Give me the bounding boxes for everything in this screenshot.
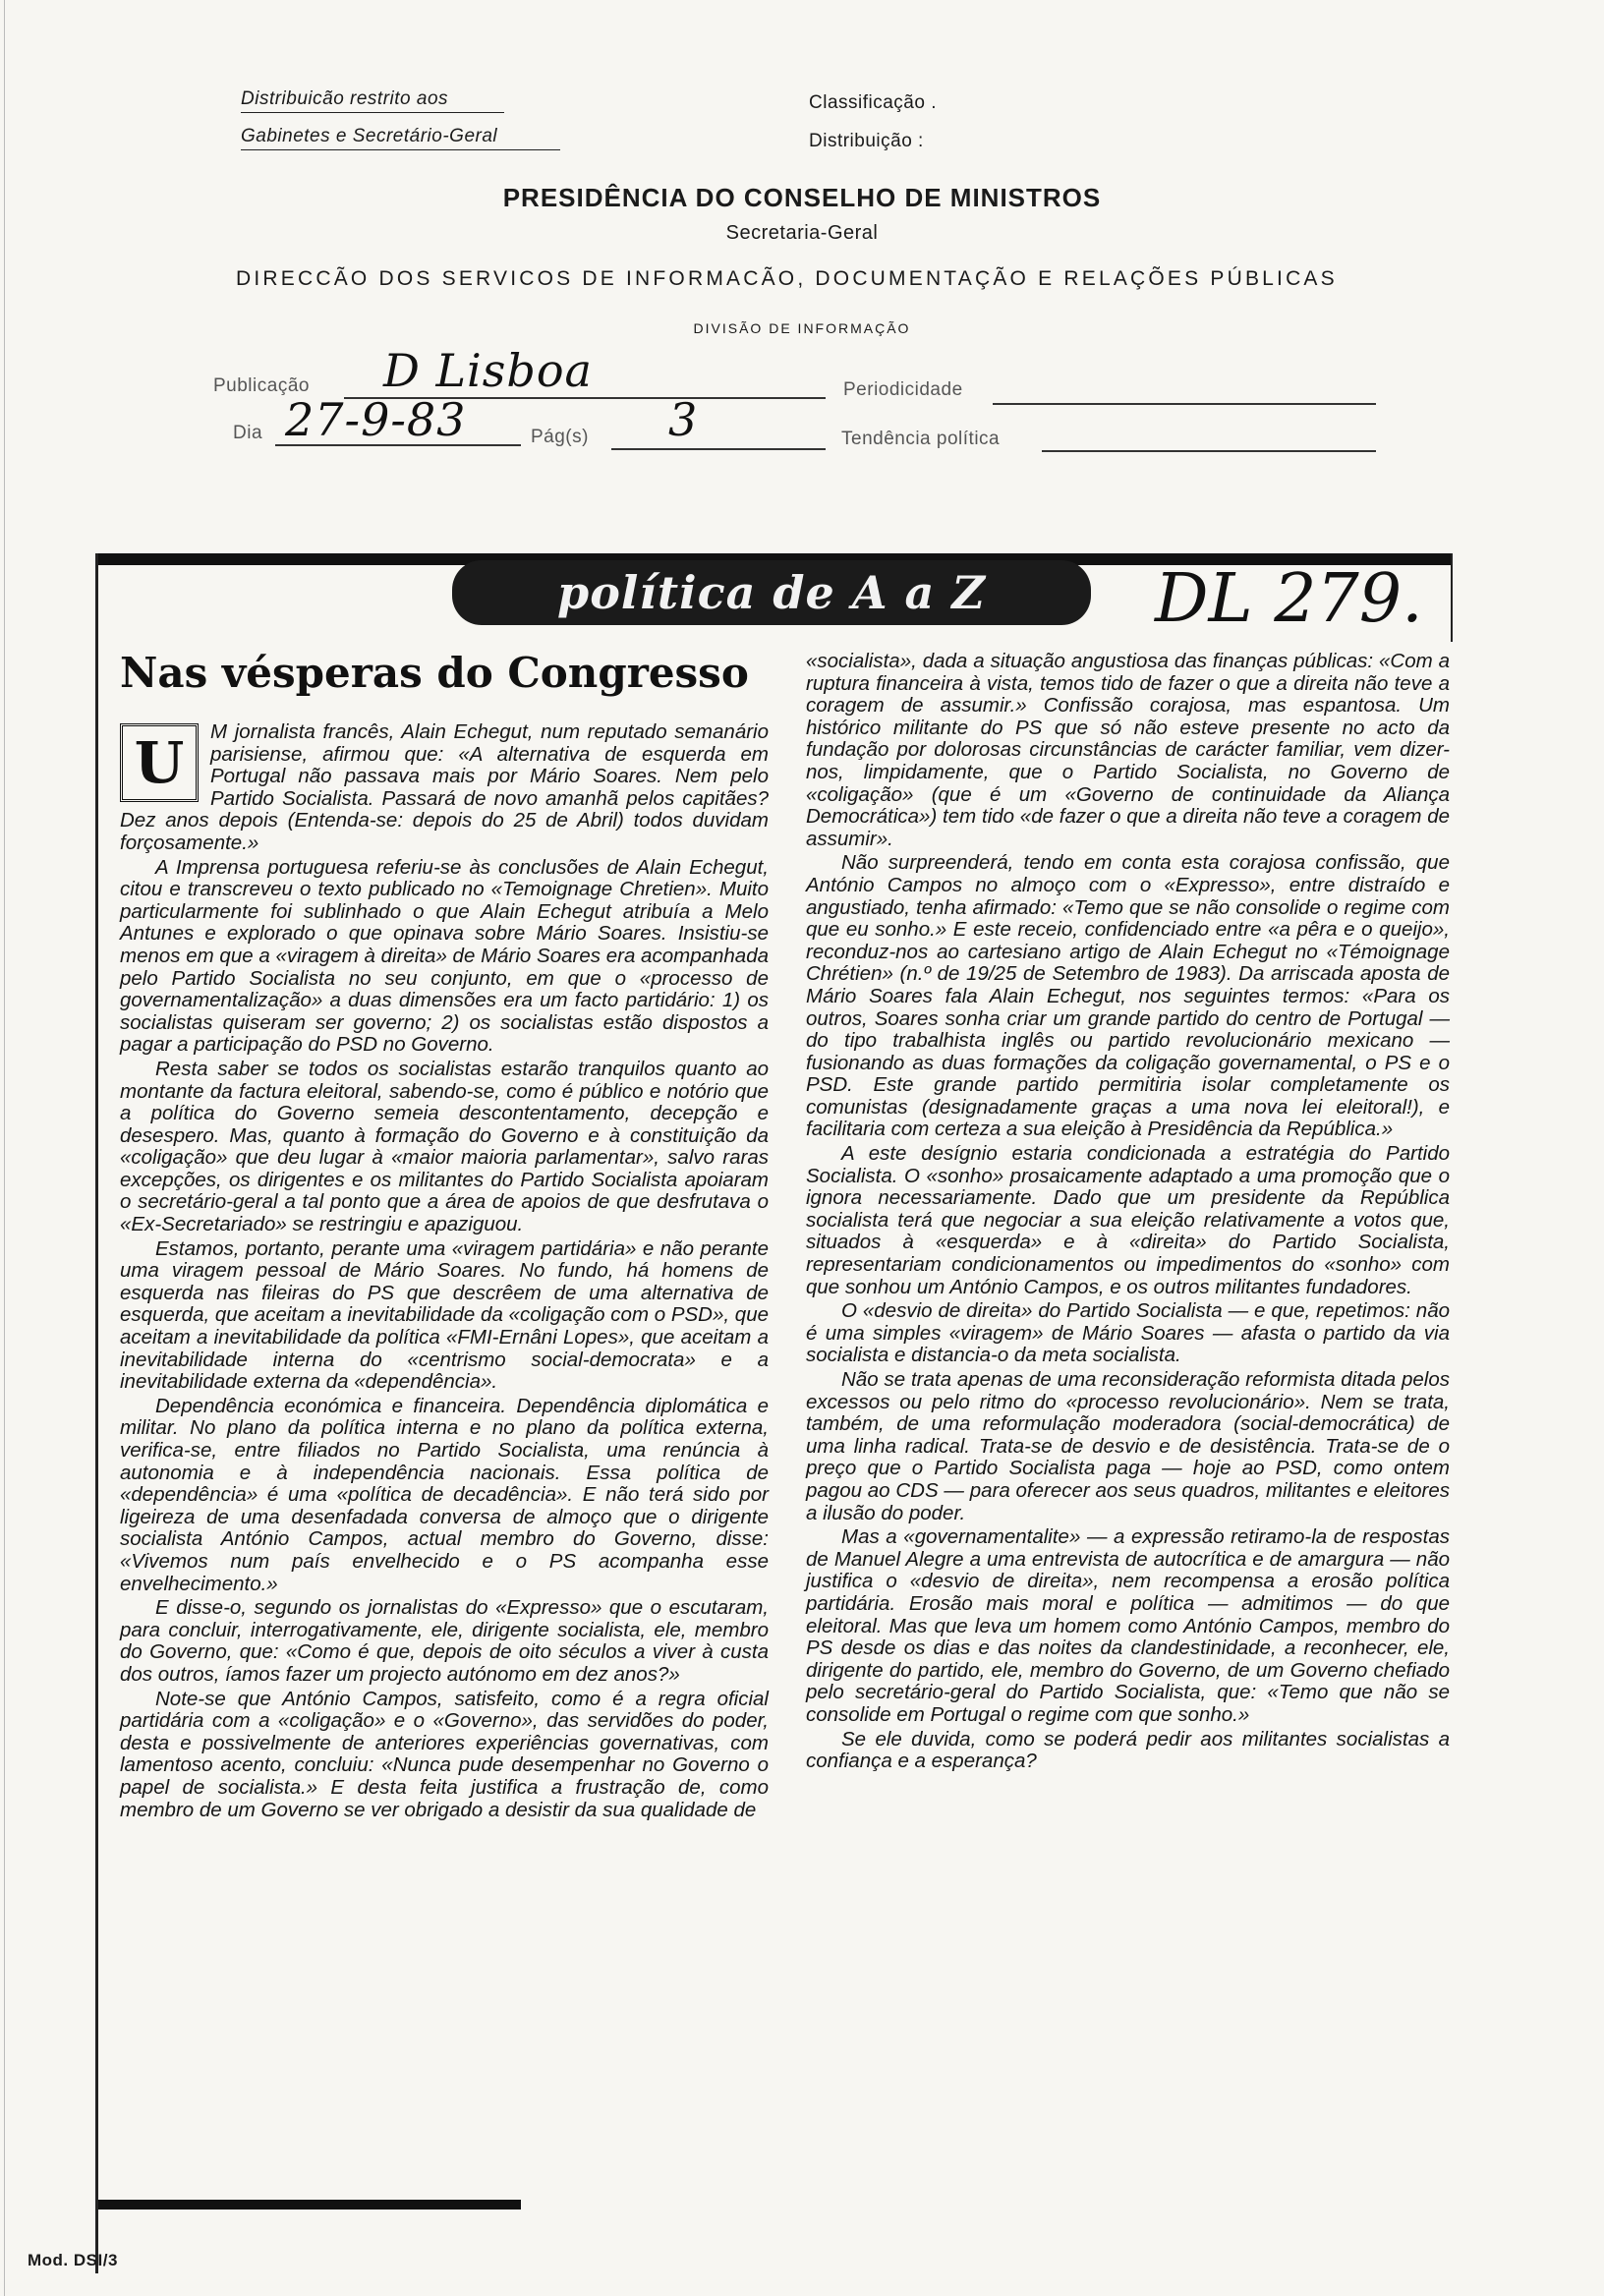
restricted-distribution-line2: Gabinetes e Secretário-Geral: [241, 126, 560, 150]
tendency-label: Tendência política: [841, 429, 1001, 449]
paragraph-3: Resta saber se todos os socialistas estarão tranquilos quanto ao montante da factura eleitoral, sabendo-se, como é público e notório que a política do Governo semeia descontentamento, decepção e desespero. Mas, quanto à formação do Governo e à constituição da «coligação» que deu lugar à «maior maioria parlamentar», salvo raras excepções, os dirigentes e os militantes do Partido Socialista apoiaram o secretário-geral a tal ponto que a área de apoios de que desfrutava o «Ex-Secretariado» se restringiu e apaziguou.: [120, 1057, 769, 1236]
paragraph-14: Se ele duvida, como se poderá pedir aos militantes socialistas a confiança e a esperança?: [806, 1727, 1450, 1773]
paragraph-5: Dependência económica e financeira. Dependência diplomática e militar. No plano da política interna e no plano da política externa, verifica-se, entre filiados no Partido Socialista, uma renúncia à autonomia e à independência nacionais. Essa política de «dependência» é uma «política de decadência». E não terá sido por ligeireza de uma desenfadada conversa de almoço que o dirigente socialista António Campos, actual membro do Governo, disse: «Vivemos num país envelhecido e o PS acompanha esse envelhecimento.»: [120, 1394, 769, 1595]
dropcap: U: [120, 723, 199, 802]
paragraph-12: Não se trata apenas de uma reconsideração reformista ditada pelos excessos ou pelo ritmo do «processo revolucionário». Nem se trata, também, de uma reformulação moderadora (social-democrática) de uma linha radical. Trata-se de desvio e de desistência. Trata-se de o preço que o Partido Socialista paga — hoje ao PSD, como ontem pagou ao CDS — para oferecer aos seus quadros, militantes e eleitores a ilusão do poder.: [806, 1368, 1450, 1524]
classification-label: Classificação .: [809, 92, 937, 113]
paragraph-13: Mas a «governamentalite» — a expressão retiramo-la de respostas de Manuel Alegre a uma entrevista de autocrítica e de amargura — não justifica o «desvio de direita», nem recompensa a erosão política partidária. Erosão mais moral e política — admitimos — do que eleitoral. Mas que leva um homem como António Campos, membro do PS desde os dias e das noites da clandestinidade, a reconhecer, ele, dirigente do partido, ele, membro do Governo, de um Governo chefiado pelo secretário-geral do Partido Socialista, que: «Temo que não se consolide em Portugal o regime com que sonho.»: [806, 1525, 1450, 1726]
section-banner-text: política de A a Z: [557, 566, 986, 619]
article-right-border: [1451, 553, 1453, 642]
paragraph-text: M jornalista francês, Alain Echegut, num reputado semanário parisiense, afirmou que: «A alternativa de esquerda em Portugal não passava mais por Mário Soares. Nem pelo Partido Socialista. Passará de novo amanhã pelos capitães? Dez anos depois (Entenda-se: depois do 25 de Abril) todos duvidam forçosamente.»: [120, 720, 769, 854]
publication-handwritten: D Lisboa: [383, 344, 593, 397]
paragraph-8: «socialista», dada a situação angustiosa das finanças públicas: «Com a ruptura financeira à vista, temos tido de fazer o que a direita não teve a coragem de assumir.» Confissão corajosa, mas espantosa. Um histórico militante do PS que só não esteve presente no acto da fundação por dolorosas circunstâncias de carácter familiar, vem dizer-nos, limpidamente, que o Partido Socialista, no Governo de «coligação» (que é um «Governo de continuidade da Aliança Democrática») tem tido «de fazer o que a direita não teve a coragem de assumir».: [806, 650, 1450, 850]
restricted-distribution-line1: Distribuicão restrito aos: [241, 88, 504, 113]
form-code: Mod. DSI/3: [28, 2251, 118, 2269]
tendency-line: [1042, 450, 1376, 452]
paragraph-10: A este desígnio estaria condicionada a estratégia do Partido Socialista. O «sonho» prosaicamente adaptado a uma promoção que o ignora necessariamente. Dado que um presidente da República socialista terá que negociar a sua eleição relativamente a votos que, situados à «esquerda» e à «direita» do Partido Socialista, representariam condicionamentos ou impedimentos do «sonho» com que sonhou um António Campos, e os outros militantes fundadores.: [806, 1142, 1450, 1298]
day-label: Dia: [233, 423, 263, 443]
pages-handwritten: 3: [668, 393, 699, 446]
org-subtitle: Secretaria-Geral: [725, 222, 879, 244]
periodicity-label: Periodicidade: [843, 379, 963, 400]
paragraph-7: Note-se que António Campos, satisfeito, como é a regra oficial partidária com a «coligação» e o «Governo», das servidões do poder, desta e possivelmente de anteriores experiências governativas, com lamentoso acento, concluiu: «Nunca pude desempenhar no Governo o papel de socialista.» E desta feita justifica a frustração de, como membro de um Governo se ver obrigado a desistir da sua qualidade de: [120, 1687, 769, 1821]
pages-label: Pág(s): [531, 427, 589, 447]
scan-margin-line: [4, 0, 5, 2296]
distribution-label: Distribuição :: [809, 131, 924, 151]
handwritten-annotation: DL 279.: [1155, 560, 1423, 638]
article-title: Nas vésperas do Congresso: [120, 649, 749, 697]
article-right-column: [806, 651, 1450, 2204]
paragraph-2: A Imprensa portuguesa referiu-se às conclusões de Alain Echegut, citou e transcreveu o texto publicado no «Temoignage Chretien». Muito particularmente foi sublinhado o que Alain Echegut atribuía a Melo Antunes e explorado o que opinava sobre Mário Soares. Insistiu-se menos em que a «viragem à direita» de Mário Soares era acompanhada pelo Partido Socialista no seu conjunto, em que o «processo de governamentalização» a duas dimensões era um facto partidário: 1) os socialistas quiseram ser governo; 2) os socialistas estão dispostos a pagar a participação do PSD no Governo.: [120, 855, 769, 1057]
periodicity-line: [993, 403, 1376, 405]
direction-title: DIRECCÃO DOS SERVICOS DE INFORMACÃO, DOCUMENTAÇÃO E RELAÇÕES PÚBLICAS: [236, 267, 1338, 290]
publication-label: Publicação: [213, 375, 310, 396]
article-left-border: [95, 553, 98, 2273]
article-bottom-rule: [98, 2200, 521, 2210]
division-title: DIVISÃO DE INFORMAÇÃO: [693, 320, 911, 336]
day-handwritten: 27-9-83: [285, 393, 467, 446]
article-left-column: [120, 721, 769, 2196]
paragraph-9: Não surpreenderá, tendo em conta esta corajosa confissão, que António Campos no almoço com o «Expresso», entre distraído e angustiado, tenha afirmado: «Temo que se não consolide o regime com que eu sonho.» E este receio, confidenciado entre «a pêra e o queijo», reconduz-nos ao cartesiano artigo de Alain Echegut no «Témoignage Chrétien» (n.º de 19/25 de Setembro de 1983). Da arriscada aposta de Mário Soares fala Alain Echegut, nos seguintes termos: «Para os outros, Soares sonha criar um grande partido do centro de Portugal — do tipo trabalhista inglês ou partido revolucionário mexicano — fusionando as duas formações da coligação governamental, o PS e o PSD. Este grande partido permitiria isolar completamente os comunistas (designadamente graças a uma nova lei eleitoral!), e facilitaria com certeza a sua eleição à Presidência da República.»: [806, 851, 1450, 1141]
paragraph-1: [120, 721, 769, 855]
section-banner: [452, 560, 1091, 625]
paragraph-4: Estamos, portanto, perante uma «viragem partidária» e não perante uma viragem pessoal de Mário Soares. No fundo, há homens de esquerda nas fileiras do PS que descrêem de uma alternativa de esquerda, que aceitam a inevitabilidade da «coligação com o PSD», que aceitam a inevitabilidade da política «FMI-Ernâni Lopes», que aceitam a inevitabilidade interna do «centrismo social-democrata» e a inevitabilidade externa da «dependência».: [120, 1236, 769, 1394]
paragraph-11: O «desvio de direita» do Partido Socialista — e que, repetimos: não é uma simples «viragem» de Mário Soares — afasta o partido da via socialista e distancia-o da meta socialista.: [806, 1299, 1450, 1367]
pages-line: [611, 448, 826, 450]
paragraph-6: E disse-o, segundo os jornalistas do «Expresso» que o escutaram, para concluir, interrogativamente, ele, dirigente socialista, ele, membro do Governo, que: «Como é que, depois de oito séculos a viver à custa dos outros, íamos fazer um projecto autónomo em dez anos?»: [120, 1596, 769, 1686]
org-title: PRESIDÊNCIA DO CONSELHO DE MINISTROS: [502, 183, 1102, 212]
